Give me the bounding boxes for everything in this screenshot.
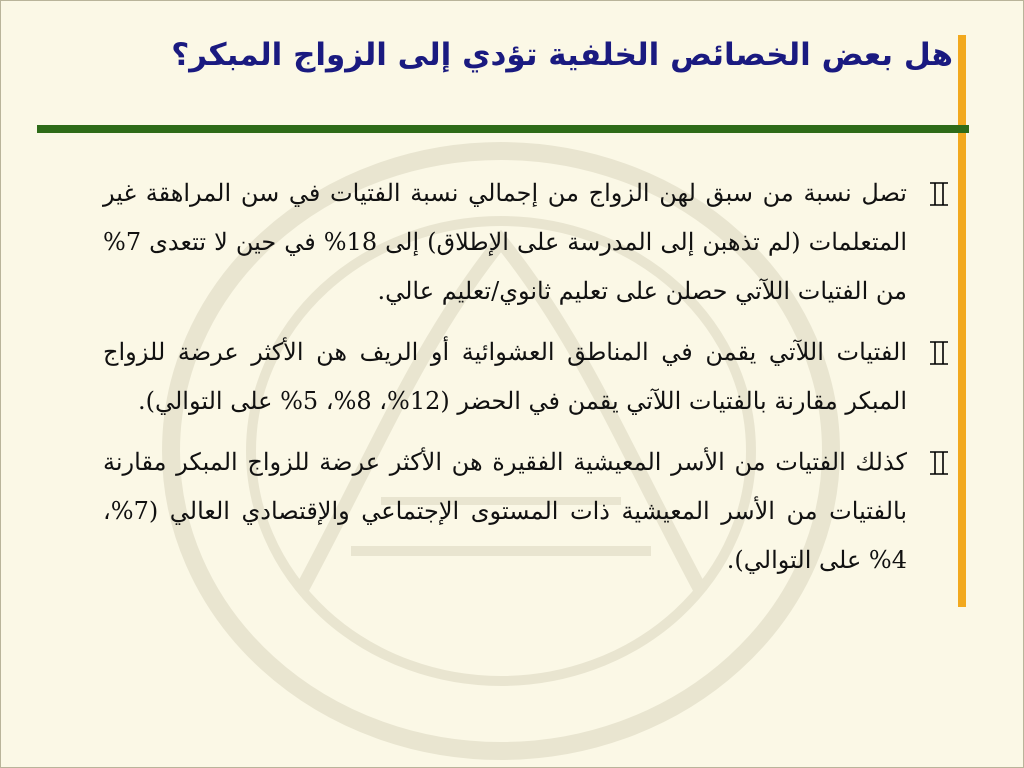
roman-numeral-two-icon [925, 169, 953, 218]
bullet-item [103, 169, 955, 316]
roman-numeral-two-icon [925, 438, 953, 487]
title-underline-bar [37, 125, 969, 133]
bullet-text: تصل نسبة من سبق لهن الزواج من إجمالي نسبة الفتيات في سن المراهقة غير المتعلمات (لم تذهبن إلى المدرسة على الإطلاق) إلى 18% في حين لا تتعدى 7% من الفتيات اللآتي حصلن على تعليم ثانوي/تعليم عالي. [103, 179, 908, 305]
bullet-list [103, 169, 955, 597]
slide-title: هل بعض الخصائص الخلفية تؤدي إلى الزواج المبكر؟ [171, 37, 953, 73]
bullet-item [103, 328, 955, 426]
vertical-accent-bar [958, 35, 966, 607]
roman-numeral-two-icon [925, 328, 953, 377]
bullet-text: كذلك الفتيات من الأسر المعيشية الفقيرة هن الأكثر عرضة للزواج المبكر مقارنة بالفتيات من الأسر المعيشية ذات المستوى الإجتماعي والإقتصادي العالي (7%، 4% على التوالي). [103, 448, 907, 574]
bullet-text: الفتيات اللآتي يقمن في المناطق العشوائية أو الريف هن الأكثر عرضة للزواج المبكر مقارنة بالفتيات اللآتي يقمن في الحضر (12%، 8%، 5% على التوالي). [103, 338, 907, 415]
bullet-item [103, 438, 955, 585]
